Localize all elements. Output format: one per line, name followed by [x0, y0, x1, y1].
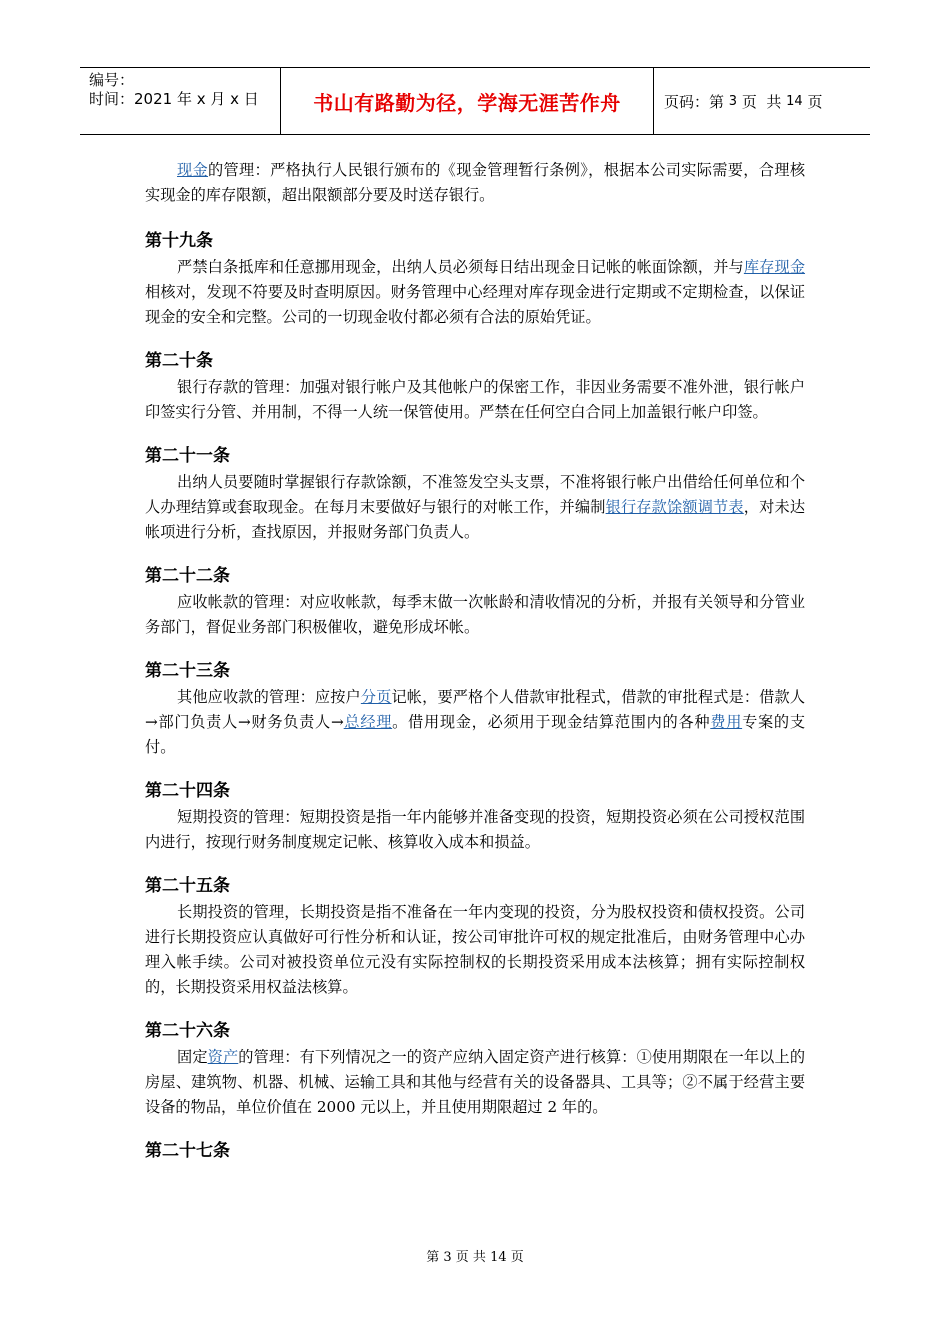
link-bank-reconciliation[interactable]: 银行存款馀额调节表 [605, 498, 744, 516]
article-heading-19: 第十九条 [145, 231, 213, 251]
paragraph-article-22: 应收帐款的管理：对应收帐款，每季末做一次帐龄和清收情况的分析，并报有关领导和分管业务部门，督促业务部门积极催收，避免形成坏帐。 [145, 593, 805, 636]
article-heading-20: 第二十条 [145, 351, 213, 371]
header-page-total: 14 [786, 93, 803, 109]
link-general-manager[interactable]: 总经理 [343, 713, 393, 731]
header-page-suffix: 页 [802, 92, 823, 111]
link-expenses[interactable]: 费用 [710, 713, 743, 731]
header-page-current: 3 [728, 93, 738, 109]
paragraph-article-19: 严禁白条抵库和任意挪用现金，出纳人员必须每日结出现金日记帐的帐面馀额，并与库存现金相核对，发现不符要及时查明原因。财务管理中心经理对库存现金进行定期或不定期检查，以保证现金的安全和完整。公司的一切现金收付都必须有合法的原始凭证。 [145, 258, 806, 326]
paragraph-article-25: 长期投资的管理，长期投资是指不准备在一年内变现的投资，分为股权投资和债权投资。公司进行长期投资应认真做好可行性分析和认证，按公司审批许可权的规定批准后，由财务管理中心办理入帐手续。公司对被投资单位元没有实际控制权的长期投资采用成本法核算；拥有实际控制权的，长期投资采用权益法核算。 [145, 903, 805, 996]
link-cash[interactable]: 现金 [177, 161, 209, 179]
article-heading-23: 第二十三条 [145, 661, 230, 681]
paragraph-cash: 现金的管理：严格执行人民银行颁布的《现金管理暂行条例》，根据本公司实际需要，合理核实现金的库存限额，超出限额部分要及时送存银行。 [145, 161, 806, 204]
footer-middle: 页 共 [451, 1250, 491, 1265]
paragraph-article-21: 出纳人员要随时掌握银行存款馀额，不准签发空头支票，不准将银行帐户出借给任何单位和个人办理结算或套取现金。在每月末要做好与银行的对帐工作，并编制银行存款馀额调节表，对未达帐项进行分析，查找原因，并报财务部门负责人。 [145, 473, 806, 541]
document-body [145, 158, 805, 1161]
paragraph-article-24: 短期投资的管理：短期投资是指一年内能够并准备变现的投资，短期投资必须在公司授权范围内进行，按现行财务制度规定记帐、核算收入成本和损益。 [145, 808, 805, 851]
page-footer [0, 1246, 950, 1265]
article-heading-24: 第二十四条 [145, 781, 230, 801]
document-number-label: 编号： [89, 71, 135, 89]
paragraph-article-26: 固定资产的管理：有下列情况之一的资产应纳入固定资产进行核算：①使用期限在一年以上的房屋、建筑物、机器、机械、运输工具和其他与经营有关的设备器具、工具等；②不属于经营主要设备的物品，单位价值在 2000 元以上，并且使用期限超过 2 年的。 [145, 1048, 805, 1116]
paragraph-article-23: 其他应收款的管理：应按户分页记帐，要严格个人借款审批程式，借款的审批程式是：借款人→部门负责人→财务负责人→总经理。借用现金，必须用于现金结算范围内的各种费用专案的支付。 [145, 688, 806, 756]
link-cash-on-hand[interactable]: 库存现金 [743, 258, 806, 276]
document-time-label: 时间：2021 年 x 月 x 日 [89, 90, 259, 108]
link-ledger[interactable]: 分页 [360, 688, 392, 706]
paragraph-article-20: 银行存款的管理：加强对银行帐户及其他帐户的保密工作，非因业务需要不准外泄，银行帐户印签实行分管、并用制，不得一人统一保管使用。严禁在任何空白合同上加盖银行帐户印签。 [145, 378, 805, 421]
link-assets[interactable]: 资产 [207, 1048, 239, 1066]
article-heading-26: 第二十六条 [145, 1021, 230, 1041]
header-page-indicator [654, 68, 870, 134]
page-header [80, 67, 870, 135]
footer-page-current: 3 [443, 1250, 452, 1265]
article-heading-27: 第二十七条 [145, 1141, 230, 1161]
header-motto: 书山有路勤为径，学海无涯苦作舟 [281, 68, 654, 134]
article-heading-25: 第二十五条 [145, 876, 230, 896]
article-heading-22: 第二十二条 [145, 566, 230, 586]
header-page-middle: 页 共 [737, 92, 787, 111]
article-heading-21: 第二十一条 [145, 446, 230, 466]
header-page-prefix: 页码：第 [664, 92, 729, 111]
footer-prefix: 第 [426, 1250, 444, 1265]
header-meta-cell [80, 68, 281, 134]
footer-page-total: 14 [490, 1250, 507, 1265]
footer-suffix: 页 [506, 1250, 524, 1265]
